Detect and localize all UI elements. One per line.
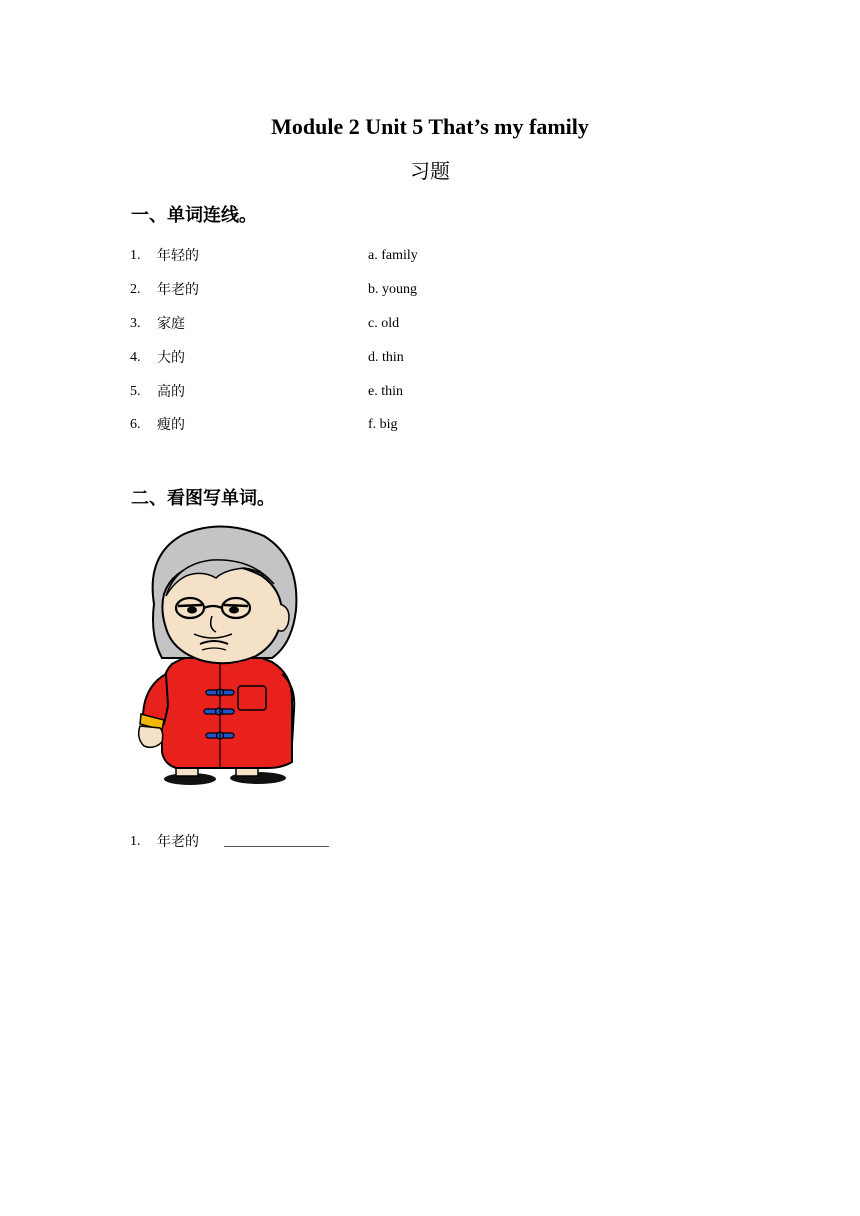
section-2-heading: 二、看图写单词。	[131, 488, 275, 509]
match-row	[0, 245, 860, 267]
english-word: e. thin	[368, 384, 403, 399]
item-number: 6.	[130, 417, 141, 432]
old-woman-illustration	[132, 524, 302, 786]
match-row	[0, 414, 860, 436]
english-word: a. family	[368, 248, 418, 263]
chinese-word: 年轻的	[157, 248, 199, 264]
section-1-heading: 一、单词连线。	[131, 205, 257, 226]
chinese-word: 家庭	[157, 316, 185, 332]
chinese-word: 年老的	[157, 282, 199, 298]
item-number: 2.	[130, 282, 141, 297]
item-number: 3.	[130, 316, 141, 331]
answer-blank[interactable]: _______________	[224, 834, 329, 849]
english-word: c. old	[368, 316, 400, 331]
item-number: 1.	[130, 248, 141, 263]
match-row	[0, 279, 860, 301]
chinese-word: 年老的	[157, 834, 199, 850]
match-row	[0, 381, 860, 403]
page-subtitle: 习题	[410, 159, 450, 183]
match-row	[0, 347, 860, 369]
picture-question-row	[0, 831, 860, 853]
english-word: f. big	[368, 417, 398, 432]
english-word: d. thin	[368, 350, 404, 365]
page-title: Module 2 Unit 5 That’s my family	[271, 114, 589, 139]
item-number: 5.	[130, 384, 141, 399]
item-number: 4.	[130, 350, 141, 365]
chinese-word: 大的	[157, 350, 185, 366]
chinese-word: 高的	[157, 384, 185, 400]
match-row	[0, 313, 860, 335]
item-number: 1.	[130, 834, 141, 849]
english-word: b. young	[368, 282, 417, 297]
chinese-word: 瘦的	[157, 417, 185, 433]
